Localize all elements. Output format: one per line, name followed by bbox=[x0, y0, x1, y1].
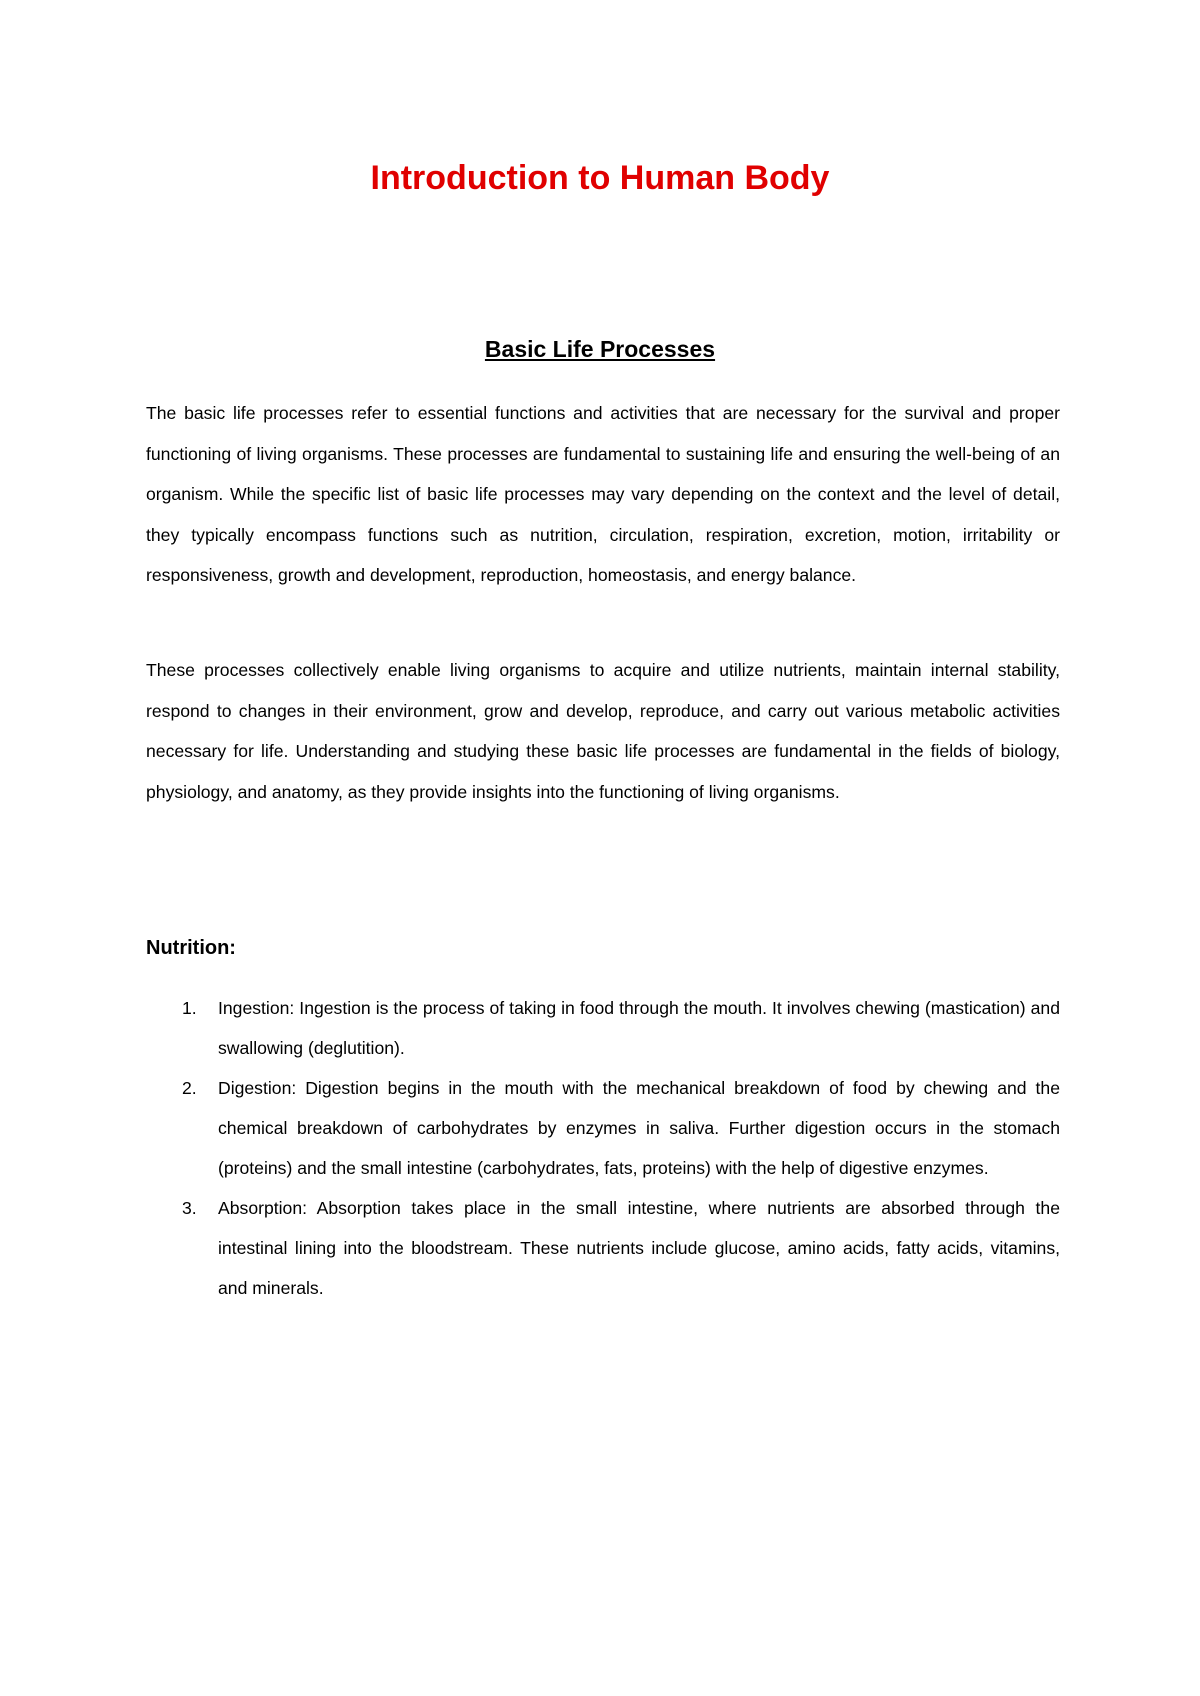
list-number: 1. bbox=[182, 998, 197, 1018]
list-item-text: Absorption: Absorption takes place in the small intestine, where nutrients are absorbed through the intestinal lining into the bloodstream. These nutrients include glucose, amino acids, fatty acids, vitamins, and minerals. bbox=[218, 1198, 1060, 1298]
list-item-text: Ingestion: Ingestion is the process of taking in food through the mouth. It involves chewing (mastication) and swallowing (deglutition). bbox=[218, 998, 1060, 1058]
subheading-nutrition: Nutrition: bbox=[146, 937, 236, 959]
nutrition-list bbox=[146, 988, 1060, 1308]
paragraph-summary: These processes collectively enable living organisms to acquire and utilize nutrients, maintain internal stability, respond to changes in their environment, grow and develop, reproduce, and carry out various metabolic activities necessary for life. Understanding and studying these basic life processes are fundamental in the fields of biology, physiology, and anatomy, as they provide insights into the functioning of living organisms. bbox=[146, 660, 1060, 802]
section-heading: Basic Life Processes bbox=[484, 336, 716, 362]
list-number: 3. bbox=[182, 1198, 197, 1218]
list-item-digestion bbox=[146, 1068, 1060, 1188]
paragraph-intro: The basic life processes refer to essential functions and activities that are necessary for the survival and proper functioning of living organisms. These processes are fundamental to sustaining life and ensuring the well-being of an organism. While the specific list of basic life processes may vary depending on the context and the level of detail, they typically encompass functions such as nutrition, circulation, respiration, excretion, motion, irritability or responsiveness, growth and development, reproduction, homeostasis, and energy balance. bbox=[146, 403, 1060, 586]
list-item-text: Digestion: Digestion begins in the mouth with the mechanical breakdown of food by chewing and the chemical breakdown of carbohydrates by enzymes in saliva. Further digestion occurs in the stomach (proteins) and the small intestine (carbohydrates, fats, proteins) with the help of digestive enzymes. bbox=[218, 1078, 1060, 1178]
document-title: Introduction to Human Body bbox=[370, 159, 830, 197]
list-item-absorption bbox=[146, 1188, 1060, 1308]
list-number: 2. bbox=[182, 1078, 197, 1098]
list-item-ingestion bbox=[146, 988, 1060, 1068]
